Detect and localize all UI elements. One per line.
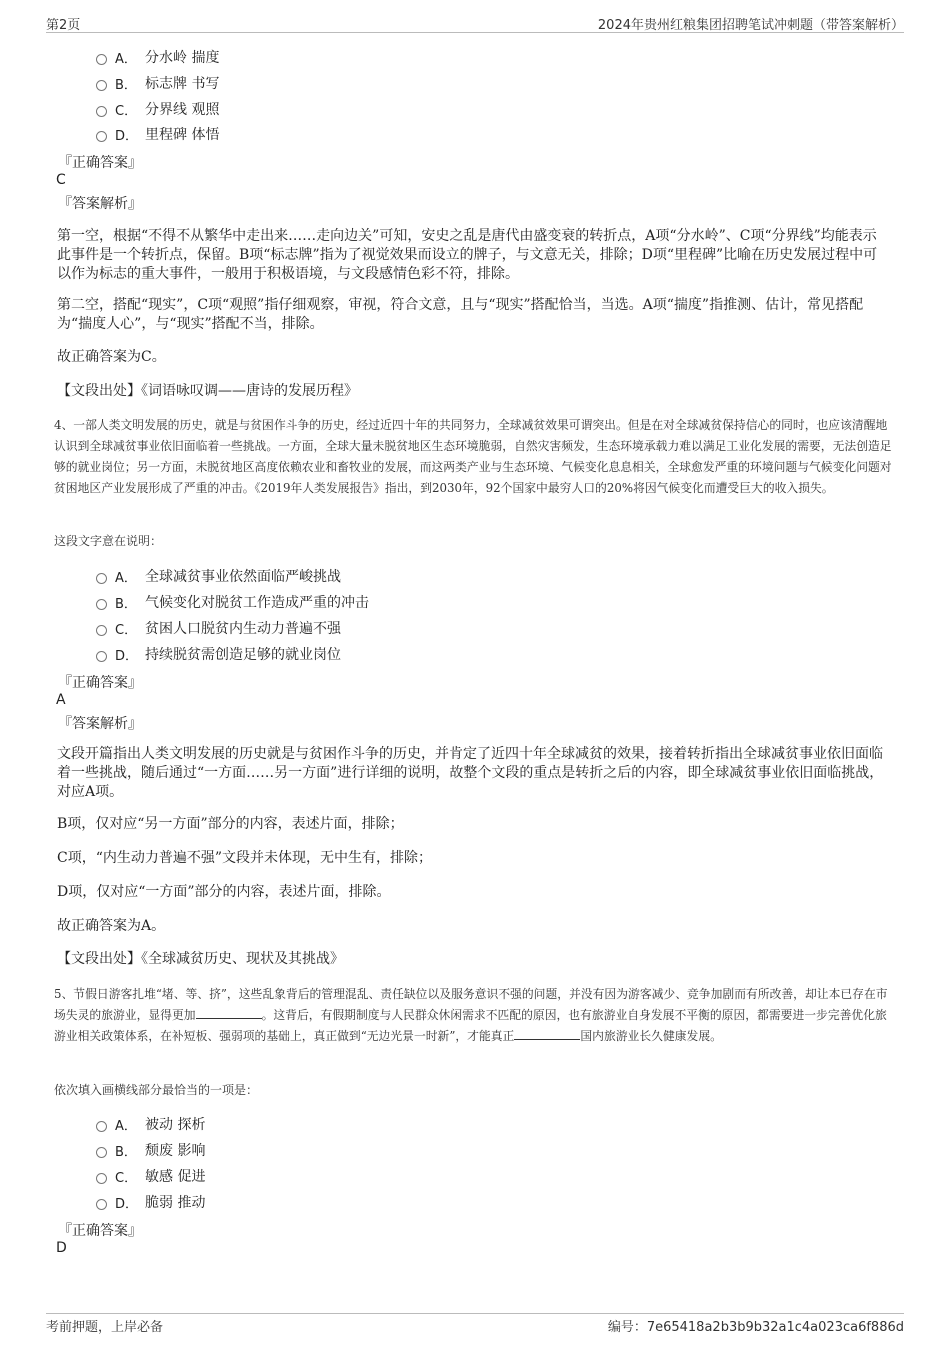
q3-analysis-p2: 第二空，搭配“现实”，C项“观照”指仔细观察，审视，符合文意，且与“现实”搭配恰当，当选。A项“揣度”指推测、估计，常见搭配为“揣度人心”，与“现实”搭配不当，排除。 xyxy=(57,297,864,332)
q5-option-d[interactable]: D． 脆弱 推动 xyxy=(96,1192,205,1212)
q4-answer-label: 『正确答案』 xyxy=(58,675,142,691)
q4-analysis-p5: 故正确答案为A。 xyxy=(57,918,166,934)
fill-blank-2[interactable] xyxy=(514,1028,580,1040)
q3-analysis-label: 『答案解析』 xyxy=(58,196,142,212)
q3-option-b[interactable]: B． 标志牌 书写 xyxy=(96,73,219,93)
q5-option-a[interactable]: A． 被动 探析 xyxy=(96,1114,205,1134)
option-text: 敏感 促进 xyxy=(145,1169,206,1185)
option-text: 气候变化对脱贫工作造成严重的冲击 xyxy=(145,595,369,611)
radio-icon[interactable] xyxy=(96,54,107,65)
q4-analysis-p4: D项，仅对应“一方面”部分的内容，表述片面，排除。 xyxy=(57,884,391,900)
option-text: 里程碑 体悟 xyxy=(145,127,220,143)
option-text: 持续脱贫需创造足够的就业岗位 xyxy=(145,647,341,663)
q4-option-b[interactable]: B． 气候变化对脱贫工作造成严重的冲击 xyxy=(96,592,369,612)
document-title: 2024年贵州红粮集团招聘笔试冲刺题（带答案解析） xyxy=(597,18,904,33)
radio-icon[interactable] xyxy=(96,573,107,584)
document-code: 编号：7e65418a2b3b9b32a1c4a023ca6f886d xyxy=(607,1320,904,1335)
q3-source: 【文段出处】《词语咏叹调——唐诗的发展历程》 xyxy=(57,383,358,399)
q5-answer: D xyxy=(56,1240,67,1256)
option-text: 颓废 影响 xyxy=(145,1143,206,1159)
q4-analysis-p1: 文段开篇指出人类文明发展的历史就是与贫困作斗争的历史，并肯定了近四十年全球减贫的效果，接着转折指出全球减贫事业依旧面临着一些挑战，随后通过“一方面……另一方面”进行详细的说明，故整个文段的重点是转折之后的内容，即全球减贫事业依旧面临挑战，对应A项。 xyxy=(57,746,884,800)
page-number: 第2页 xyxy=(46,18,81,33)
option-text: 分界线 观照 xyxy=(145,102,220,118)
radio-icon[interactable] xyxy=(96,1173,107,1184)
page-footer xyxy=(46,1313,904,1334)
q4-source: 【文段出处】《全球减贫历史、现状及其挑战》 xyxy=(57,951,344,967)
radio-icon[interactable] xyxy=(96,599,107,610)
option-text: 标志牌 书写 xyxy=(145,76,220,92)
q4-analysis-p3: C项，“内生动力普遍不强”文段并未体现，无中生有，排除； xyxy=(57,850,433,866)
radio-icon[interactable] xyxy=(96,80,107,91)
q5-answer-label: 『正确答案』 xyxy=(58,1223,142,1239)
q3-answer-label: 『正确答案』 xyxy=(58,155,142,171)
q3-analysis-p1: 第一空，根据“不得不从繁华中走出来……走向边关”可知，安史之乱是唐代由盛变衰的转折点，A项“分水岭”、C项“分界线”均能表示此事件是一个转折点，保留。B项“标志牌”指为了视觉效果而设立的牌子，与文意无关，排除；D项“里程碑”比喻在历史发展过程中可以作为标志的重大事件，一般用于积极语境，与文段感情色彩不符，排除。 xyxy=(57,228,878,282)
q3-option-c[interactable]: C． 分界线 观照 xyxy=(96,99,219,119)
q5-option-c[interactable]: C． 敏感 促进 xyxy=(96,1166,205,1186)
page-header xyxy=(46,14,904,33)
q5-prompt: 依次填入画横线部分最恰当的一项是： xyxy=(54,1083,259,1097)
q4-option-a[interactable]: A． 全球减贫事业依然面临严峻挑战 xyxy=(96,566,341,586)
option-text: 全球减贫事业依然面临严峻挑战 xyxy=(145,569,341,585)
radio-icon[interactable] xyxy=(96,625,107,636)
q4-option-d[interactable]: D． 持续脱贫需创造足够的就业岗位 xyxy=(96,644,341,664)
q4-prompt: 这段文字意在说明： xyxy=(54,534,163,548)
radio-icon[interactable] xyxy=(96,1147,107,1158)
radio-icon[interactable] xyxy=(96,651,107,662)
option-text: 贫困人口脱贫内生动力普遍不强 xyxy=(145,621,341,637)
q4-analysis-label: 『答案解析』 xyxy=(58,716,142,732)
footer-slogan: 考前押题，上岸必备 xyxy=(46,1320,164,1335)
q3-option-a[interactable]: A． 分水岭 揣度 xyxy=(96,47,219,67)
radio-icon[interactable] xyxy=(96,1121,107,1132)
q3-answer: C xyxy=(56,172,66,188)
q3-option-d[interactable]: D． 里程碑 体悟 xyxy=(96,124,219,144)
q4-text: 4、一部人类文明发展的历史，就是与贫困作斗争的历史，经过近四十年的共同努力，全球减贫效果可谓突出。但是在对全球减贫保持信心的同时，也应该清醒地认识到全球减贫事业依旧面临着一些挑战。一方面，全球大量未脱贫地区生态环境脆弱，自然灾害频发，生态环境承载力难以满足工业化发展的需要，无法创造足够的就业岗位；另一方面，未脱贫地区高度依赖农业和畜牧业的发展，而这两类产业与生态环境、气候变化息息相关，全球愈发严重的环境问题与气候变化问题对贫困地区产业发展形成了严重的冲击。《2019年人类发展报告》指出，到2030年，92个国家中最穷人口的20%将因气候变化而遭受巨大的收入损失。 xyxy=(54,418,892,495)
radio-icon[interactable] xyxy=(96,106,107,117)
q4-answer: A xyxy=(56,692,66,708)
fill-blank-1[interactable] xyxy=(196,1007,262,1019)
option-text: 被动 探析 xyxy=(145,1117,206,1133)
option-text: 脆弱 推动 xyxy=(145,1195,206,1211)
radio-icon[interactable] xyxy=(96,1199,107,1210)
q5-text: 5、节假日游客扎堆“堵、等、挤”，这些乱象背后的管理混乱、责任缺位以及服务意识不强的问题，并没有因为游客减少、竞争加剧而有所改善，却让本已存在市场失灵的旅游业，显得更加 。这背后，有假期制度与人民群众休闲需求不匹配的原因，也有旅游业自身发展不平衡的原因，都需要进一步完善优化旅游业相关政策体系，在补短板、强弱项的基础上，真正做到“无边光景一时新”，才能真正 国内旅游业长久健康发展。 xyxy=(54,987,888,1043)
q5-option-b[interactable]: B． 颓废 影响 xyxy=(96,1140,205,1160)
radio-icon[interactable] xyxy=(96,131,107,142)
q4-analysis-p2: B项，仅对应“另一方面”部分的内容，表述片面，排除； xyxy=(57,816,404,832)
q4-option-c[interactable]: C． 贫困人口脱贫内生动力普遍不强 xyxy=(96,618,341,638)
option-text: 分水岭 揣度 xyxy=(145,50,220,66)
q3-analysis-p3: 故正确答案为C。 xyxy=(57,349,166,365)
